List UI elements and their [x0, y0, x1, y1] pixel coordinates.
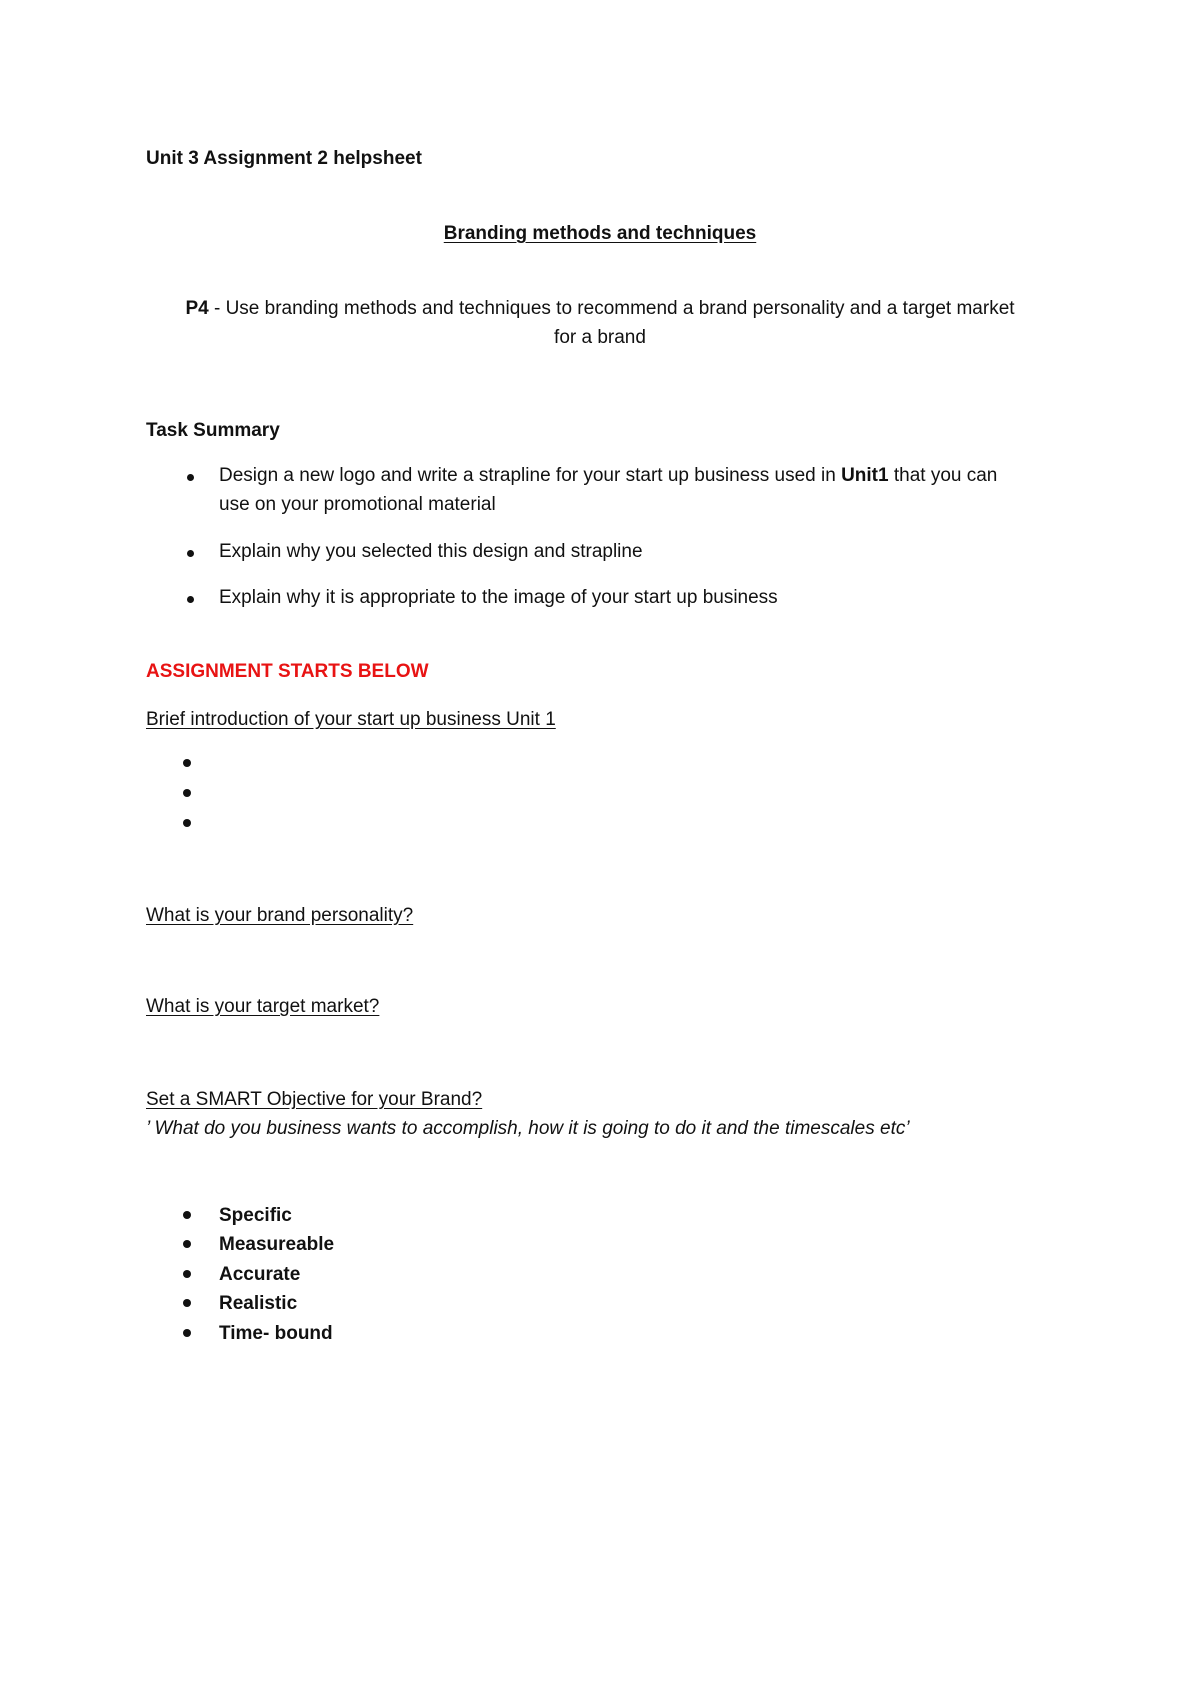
brand-personality-question: [146, 905, 413, 927]
brief-intro-text: Brief introduction of your start up business Unit 1: [146, 709, 556, 730]
p4-line-1: [0, 298, 1200, 320]
task-item-1-text-end: that you can: [888, 465, 998, 486]
task-item-1: [219, 465, 997, 487]
bullet-icon: [183, 1270, 191, 1278]
section-heading: [0, 223, 1200, 245]
bullet-icon: [187, 474, 194, 481]
assignment-start-label: ASSIGNMENT STARTS BELOW: [146, 661, 429, 682]
task-item-1-bold: Unit1: [841, 465, 889, 486]
bullet-icon: [183, 1211, 191, 1219]
bullet-icon: [187, 596, 194, 603]
smart-note: ’ What do you business wants to accomplish, how it is going to do it and the timescales etc’: [146, 1118, 910, 1139]
p4-text: - Use branding methods and techniques to recommend a brand personality and a target market: [208, 298, 1015, 319]
section-heading-text: Branding methods and techniques: [443, 223, 757, 244]
smart-item-accurate: Accurate: [219, 1264, 301, 1285]
task-item-1-line-2: use on your promotional material: [219, 494, 496, 515]
target-market-text: What is your target market?: [146, 996, 380, 1017]
brief-intro-heading: [146, 709, 556, 731]
bullet-icon: [183, 1299, 191, 1307]
task-item-2: Explain why you selected this design and strapline: [219, 541, 643, 562]
smart-item-realistic: Realistic: [219, 1293, 298, 1314]
target-market-question: [146, 996, 379, 1018]
p4-label: P4: [185, 298, 209, 319]
smart-item-measureable: Measureable: [219, 1234, 335, 1255]
bullet-icon: [183, 1329, 191, 1337]
smart-heading-text: Set a SMART Objective for your Brand?: [146, 1089, 483, 1110]
document-title: Unit 3 Assignment 2 helpsheet: [146, 148, 422, 169]
task-item-1-text: Design a new logo and write a strapline for your start up business used in: [219, 465, 842, 486]
task-summary-heading: Task Summary: [146, 420, 280, 441]
bullet-icon: [187, 550, 194, 557]
smart-heading: [146, 1089, 482, 1111]
p4-line-2: for a brand: [554, 327, 646, 348]
smart-item-specific: Specific: [219, 1205, 292, 1226]
task-item-3: Explain why it is appropriate to the image of your start up business: [219, 587, 778, 608]
smart-item-time-bound: Time- bound: [219, 1323, 333, 1344]
empty-bullet-icon: [183, 789, 191, 797]
empty-bullet-icon: [183, 819, 191, 827]
empty-bullet-icon: [183, 759, 191, 767]
brand-personality-text: What is your brand personality?: [146, 905, 414, 926]
bullet-icon: [183, 1240, 191, 1248]
